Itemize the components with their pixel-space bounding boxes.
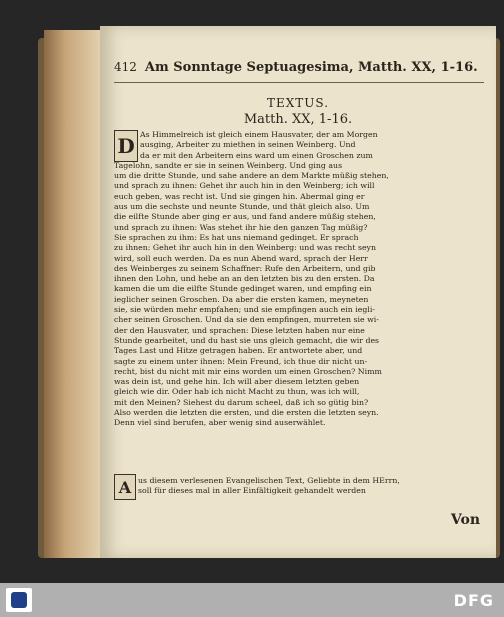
text-line: Tagelohn, sandte er sie in seinen Weinberg. Und ging aus	[114, 160, 343, 170]
text-line: Stunde gearbeitet, und du hast sie uns gleich gemacht, die wir des	[114, 335, 380, 345]
page-number: 412	[114, 60, 137, 74]
text-line: sie, sie würden mehr empfahen; und sie empfingen auch ein iegli-	[114, 305, 376, 315]
viewer-footer	[0, 583, 504, 617]
text-line: Sie sprachen zu ihm: Es hat uns niemand gedinget. Er sprach	[114, 232, 359, 242]
text-line: um die dritte Stunde, und sahe andere an dem Markte müßig stehen,	[114, 171, 389, 181]
text-line: mit den Meinen? Siehest du darum scheel, daß ich so gütig bin?	[114, 397, 369, 407]
text-line: ihnen den Lohn, und hebe an an den letzten bis zu den ersten. Da	[114, 274, 375, 284]
dropcap: D	[114, 130, 138, 162]
text-line: ausging, Arbeiter zu miethen in seinen Weinberg. Und	[140, 140, 356, 150]
text-line: kamen die um die eilfte Stunde gedinget waren, und empfing ein	[114, 284, 372, 294]
header-rule	[114, 82, 484, 83]
header-title: Am Sonntage Septuagesima, Matth. XX, 1-16.	[144, 60, 478, 75]
text-line: Denn viel sind berufen, aber wenig sind auserwählet.	[114, 418, 326, 428]
text-line: sagte zu einem unter ihnen: Mein Freund, ich thue dir nicht un-	[114, 356, 368, 366]
text-line: Tages Last und Hitze getragen haben. Er antwortete aber, und	[114, 346, 363, 356]
text-line: recht, bist du nicht mit mir eins worden um einen Groschen? Nimm	[114, 366, 382, 376]
text-line: die eilfte Stunde aber ging er aus, und fand andere müßig stehen,	[114, 212, 376, 222]
catchword: Von	[450, 512, 480, 528]
text-line: was dein ist, und gehe hin. Ich will aber diesem letzten geben	[114, 377, 360, 387]
dfg-logo: DFG	[453, 591, 494, 610]
text-line: und sprach zu ihnen: Was stehet ihr hie den ganzen Tag müßig?	[114, 222, 368, 232]
book-page	[100, 26, 496, 558]
library-logo-icon	[6, 588, 32, 612]
running-header	[114, 60, 486, 75]
text-line: der den Hausvater, und sprachen: Diese letzten haben nur eine	[114, 325, 365, 335]
text-line: da er mit den Arbeitern eins ward um einen Groschen zum	[140, 150, 373, 160]
text-line: euch geben, was recht ist. Und sie gingen hin. Abermal ging er	[114, 191, 365, 201]
text-line: zu ihnen: Gehet ihr auch hin in den Weinberg: und was recht seyn	[114, 243, 376, 253]
text-line: As Himmelreich ist gleich einem Hausvater, der am Morgen	[140, 130, 378, 139]
text-line: Also werden die letzten die ersten, und die ersten die letzten seyn.	[114, 408, 379, 418]
scripture-text	[114, 130, 484, 429]
section-heading: TEXTUS.	[266, 96, 330, 110]
text-line: des Weinberges zu seinem Schaffner: Rufe den Arbeitern, und gib	[114, 263, 376, 273]
library-logo-mark	[11, 592, 27, 608]
intro-text	[114, 476, 484, 497]
intro-line: us diesem verlesenen Evangelischen Text, Geliebte in dem HErrn,	[138, 476, 400, 485]
intro-dropcap: A	[114, 474, 136, 500]
text-line: und sprach zu ihnen: Gehet ihr auch hin in den Weinberg; ich will	[114, 181, 375, 191]
text-line: gleich wie dir. Oder hab ich nicht Macht zu thun, was ich will,	[114, 387, 360, 397]
text-line: wird, soll euch werden. Da es nun Abend ward, sprach der Herr	[114, 253, 368, 263]
scripture-reference: Matth. XX, 1-16.	[243, 112, 353, 127]
page-edges	[44, 30, 106, 558]
text-line: aus um die sechste und neunte Stunde, und thät gleich also. Um	[114, 202, 370, 212]
intro-line: soll für dieses mal in aller Einfältigkeit gehandelt werden	[138, 486, 366, 496]
text-line: ieglicher seinen Groschen. Da aber die ersten kamen, meyneten	[114, 294, 369, 304]
text-line: cher seinen Groschen. Und da sie den empfingen, murreten sie wi-	[114, 315, 379, 325]
